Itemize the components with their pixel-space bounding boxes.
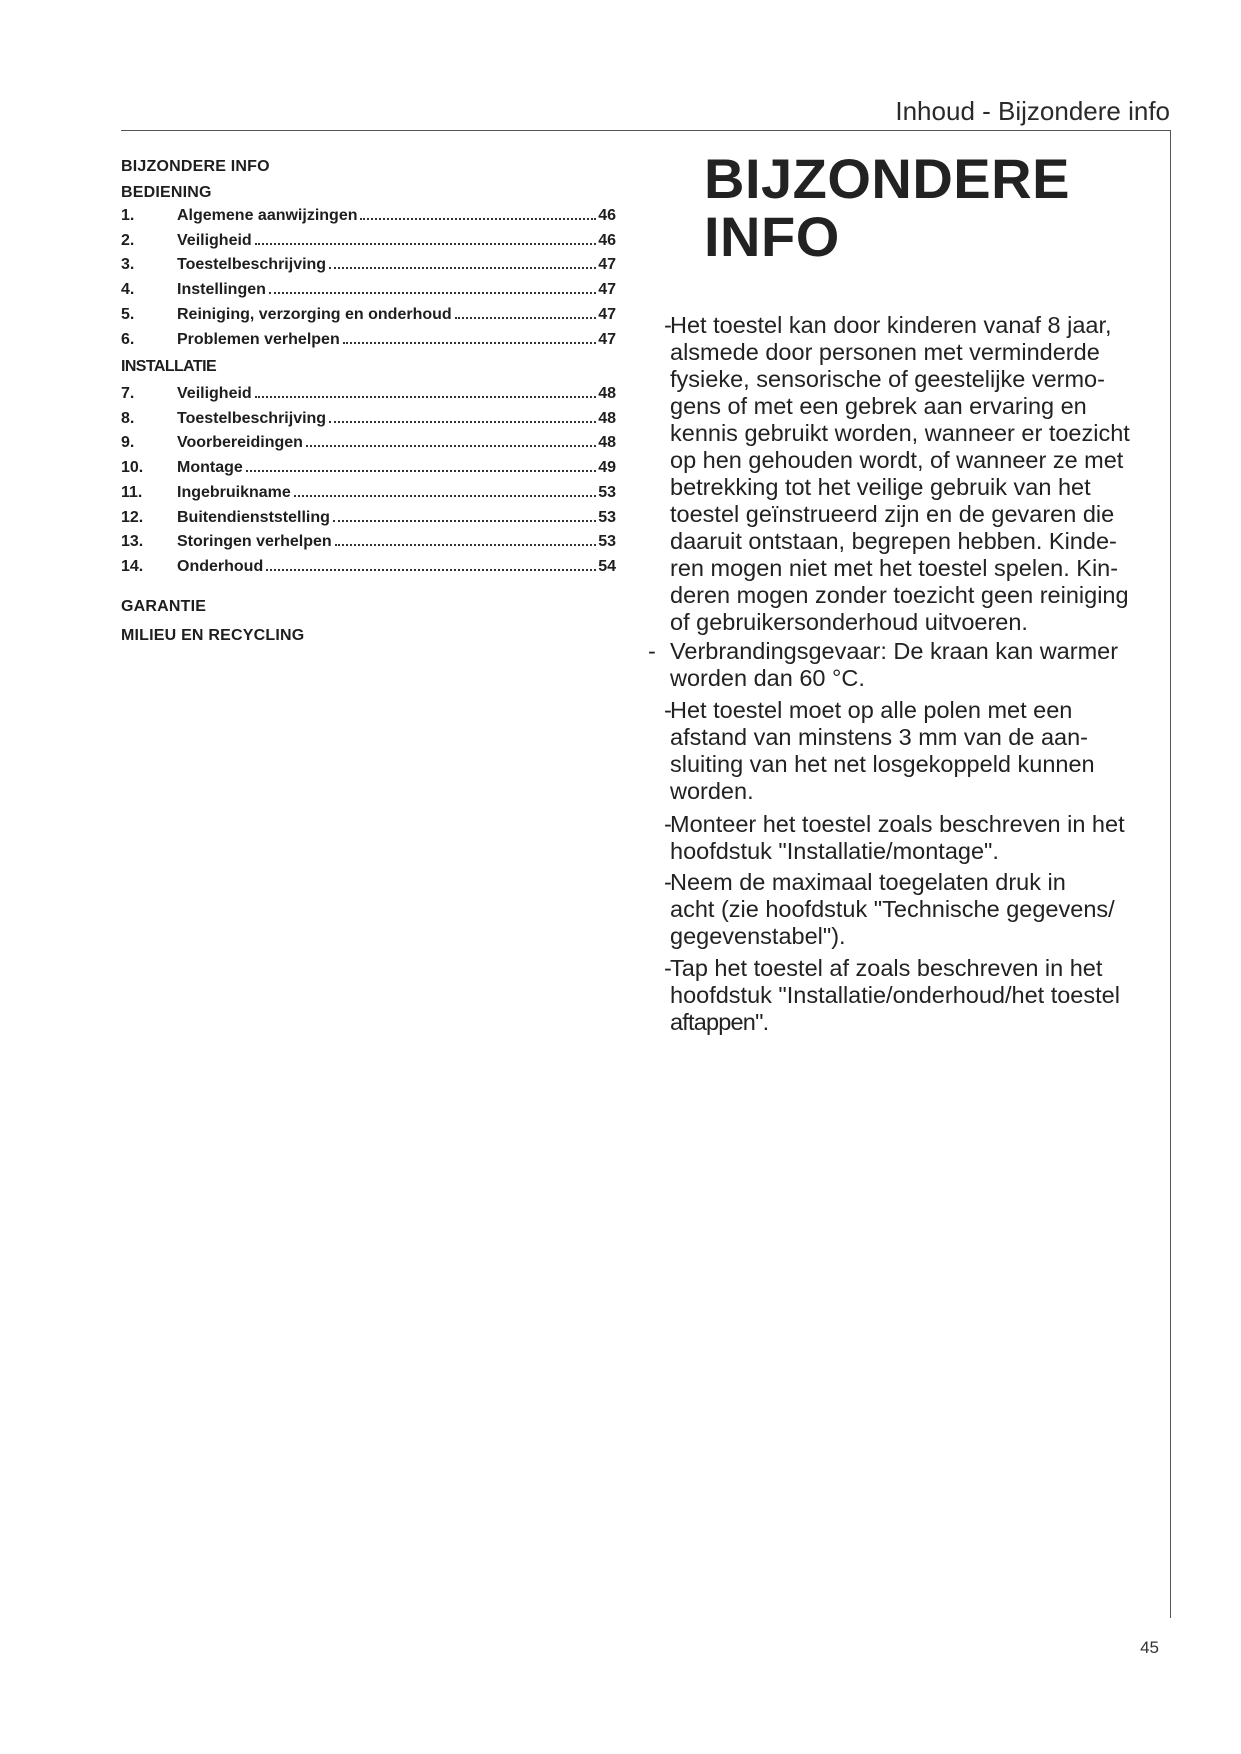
header-rule — [121, 130, 1171, 131]
bullet-dash: - — [664, 811, 672, 837]
toc-entry[interactable] — [121, 458, 616, 480]
toc-entry-number: 8. — [121, 410, 135, 427]
list-item — [640, 869, 1160, 950]
toc-entry-label: Reiniging, verzorging en onderhoud — [177, 306, 452, 323]
list-item — [640, 638, 1160, 692]
header-title: Inhoud - Bijzondere info — [895, 96, 1170, 126]
bullet-line: Het toestel moet op alle polen met een — [670, 697, 1073, 723]
toc-entry-page: 53 — [598, 509, 616, 526]
bullet-line: Monteer het toestel zoals beschreven in het — [670, 811, 1125, 837]
bullet-line: sluiting van het net losgekoppeld kunnen — [670, 751, 1095, 777]
page-title-line-1: BIJZONDERE — [704, 147, 1070, 210]
toc-entry-number: 10. — [121, 459, 144, 476]
bullet-line: aftappen". — [670, 1009, 769, 1035]
bullet-dash: - — [664, 955, 672, 981]
toc-heading-garantie[interactable]: GARANTIE — [121, 598, 207, 615]
bullet-line: afstand van minstens 3 mm van de aan- — [670, 724, 1088, 750]
toc-entry[interactable] — [121, 206, 616, 228]
toc-leader-dots — [246, 458, 596, 472]
toc-entry-page: 48 — [598, 410, 616, 427]
toc-entry[interactable] — [121, 384, 616, 406]
toc-entry-label: Storingen verhelpen — [177, 533, 332, 550]
toc-entry[interactable] — [121, 508, 616, 530]
toc-entry-page: 49 — [598, 459, 616, 476]
bullet-line: of gebruikersonderhoud uitvoeren. — [670, 609, 1028, 635]
bullet-dash: - — [664, 869, 672, 895]
bullet-line: toestel geïnstrueerd zijn en de gevaren die — [670, 501, 1115, 527]
toc-entry-page: 54 — [598, 558, 616, 575]
toc-entry-page: 47 — [598, 306, 616, 323]
toc-entry-number: 2. — [121, 232, 135, 249]
bullet-line: Neem de maximaal toegelaten druk in — [670, 869, 1066, 895]
toc-entry-number: 6. — [121, 331, 135, 348]
toc-entry-page: 46 — [598, 232, 616, 249]
toc-entry-label: Toestelbeschrijving — [177, 410, 327, 427]
bullet-line: op hen gehouden wordt, of wanneer ze met — [670, 447, 1124, 473]
toc-entry-label: Ingebruikname — [177, 484, 291, 501]
toc-entry-page: 47 — [598, 331, 616, 348]
toc-entry-page: 46 — [598, 207, 616, 224]
bullet-line: worden. — [670, 778, 754, 804]
toc-entry-label: Veiligheid — [177, 385, 252, 402]
toc-entry-number: 4. — [121, 281, 135, 298]
toc-entry[interactable] — [121, 483, 616, 505]
toc-entry-label: Buitendienststelling — [177, 509, 330, 526]
list-item — [640, 811, 1160, 865]
toc-entry-page: 47 — [598, 281, 616, 298]
toc-entry-number: 9. — [121, 434, 135, 451]
toc-entry-label: Montage — [177, 459, 243, 476]
toc-entry-number: 14. — [121, 558, 144, 575]
toc-entry-label: Onderhoud — [177, 558, 264, 575]
toc-entry-page: 53 — [598, 533, 616, 550]
bullet-line: daaruit ontstaan, begrepen hebben. Kinde- — [670, 528, 1117, 554]
bullet-dash: - — [664, 697, 672, 723]
toc-leader-dots — [255, 384, 597, 398]
toc-leader-dots — [266, 557, 596, 571]
bullet-line: Het toestel kan door kinderen vanaf 8 jaar, — [670, 312, 1112, 338]
toc-leader-dots — [455, 305, 597, 319]
toc-entry-page: 48 — [598, 434, 616, 451]
toc-entry-label: Instellingen — [177, 281, 266, 298]
toc-entry-label: Voorbereidingen — [177, 434, 303, 451]
bullet-line: deren mogen zonder toezicht geen reiniging — [670, 582, 1129, 608]
toc-leader-dots — [306, 433, 596, 447]
bullet-line: Verbrandingsgevaar: De kraan kan warmer — [670, 638, 1119, 664]
toc-entry-label: Algemene aanwijzingen — [177, 207, 358, 224]
toc-entry[interactable] — [121, 409, 616, 431]
bullet-dash: - — [664, 312, 672, 338]
right-margin-rule — [1170, 130, 1171, 1618]
toc-leader-dots — [269, 280, 596, 294]
toc-leader-dots — [255, 231, 597, 245]
toc-leader-dots — [333, 508, 596, 522]
toc-leader-dots — [360, 206, 596, 220]
toc-entry-label: Veiligheid — [177, 232, 252, 249]
toc-entry-page: 53 — [598, 484, 616, 501]
list-item — [640, 697, 1160, 805]
page-number: 45 — [1140, 1638, 1159, 1657]
toc-heading-bijzondere-info[interactable]: BIJZONDERE INFO — [121, 158, 270, 175]
bullet-line: ren mogen niet met het toestel spelen. Kin- — [670, 555, 1119, 581]
list-item — [640, 955, 1160, 1036]
bullet-line: kennis gebruikt worden, wanneer er toezicht — [670, 420, 1130, 446]
bullet-line: gegevenstabel"). — [670, 923, 846, 949]
toc-entry-number: 1. — [121, 207, 135, 224]
toc-entry-number: 5. — [121, 306, 135, 323]
toc-leader-dots — [329, 255, 596, 269]
bullet-line: acht (zie hoofdstuk "Technische gegevens/ — [670, 896, 1115, 922]
toc-entry-page: 47 — [598, 256, 616, 273]
toc-entry-number: 11. — [121, 484, 143, 501]
list-item — [640, 312, 1160, 636]
toc-entry[interactable] — [121, 557, 616, 579]
toc-entry[interactable] — [121, 255, 616, 277]
toc-entry[interactable] — [121, 305, 616, 327]
bullet-line: alsmede door personen met verminderde — [670, 339, 1100, 365]
toc-entry[interactable] — [121, 433, 616, 455]
toc-entry-page: 48 — [598, 385, 616, 402]
bullet-line: gens of met een gebrek aan ervaring en — [670, 393, 1087, 419]
bullet-line: hoofdstuk "Installatie/onderhoud/het toestel — [670, 982, 1120, 1008]
toc-entry-label: Toestelbeschrijving — [177, 256, 327, 273]
bullet-dash: - — [648, 638, 656, 664]
toc-entry-number: 3. — [121, 256, 135, 273]
bullet-line: hoofdstuk "Installatie/montage". — [670, 838, 999, 864]
bullet-line: fysieke, sensorische of geestelijke vermo- — [670, 366, 1105, 392]
bullet-line: betrekking tot het veilige gebruik van het — [670, 474, 1091, 500]
page-title-line-2: INFO — [704, 205, 840, 268]
toc-entry[interactable] — [121, 231, 616, 253]
toc-entry-number: 7. — [121, 385, 135, 402]
page-title — [704, 147, 1070, 268]
toc-entry[interactable] — [121, 280, 616, 302]
toc-leader-dots — [329, 409, 596, 423]
toc-entry[interactable] — [121, 330, 616, 352]
bullet-line: worden dan 60 °C. — [670, 665, 865, 691]
toc-heading-bediening[interactable]: BEDIENING — [121, 184, 212, 201]
toc-entry-label: Problemen verhelpen — [177, 331, 340, 348]
toc-leader-dots — [343, 330, 596, 344]
toc-entry[interactable] — [121, 532, 616, 554]
bullet-line: Tap het toestel af zoals beschreven in het — [670, 955, 1103, 981]
toc-entry-number: 12. — [121, 509, 144, 526]
toc-leader-dots — [294, 483, 596, 497]
toc-entry-number: 13. — [121, 533, 144, 550]
toc-leader-dots — [335, 532, 597, 546]
toc-heading-installatie[interactable]: INSTALLATIE — [121, 358, 217, 375]
toc-heading-milieu-en-recycling[interactable]: MILIEU EN RECYCLING — [121, 627, 305, 644]
